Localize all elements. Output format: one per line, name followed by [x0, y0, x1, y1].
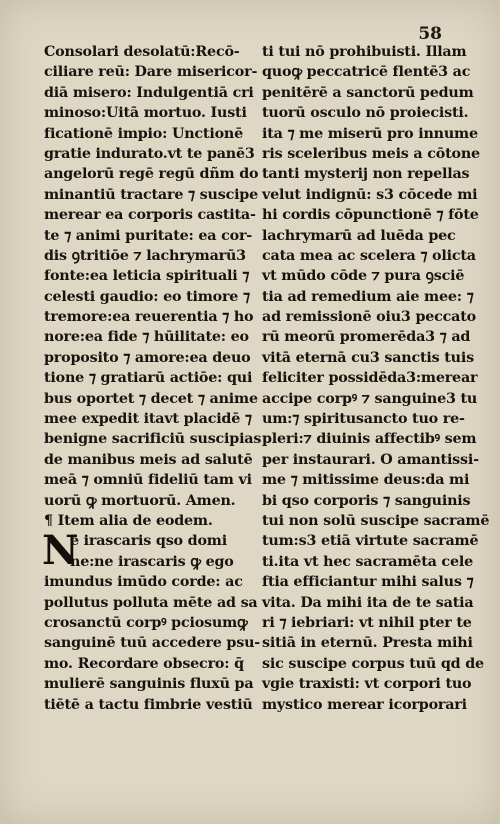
text-line: meā ⁊ omniū fideliū tam vi	[44, 472, 252, 489]
text-line: vita. Da mihi ita de te satia	[262, 594, 474, 611]
folio-number: 58	[418, 24, 442, 44]
text-line: minantiū tractare ⁊ suscipe	[44, 186, 259, 203]
text-line: ita ⁊ me miserū pro innume	[262, 125, 478, 142]
left-column-lines	[44, 42, 266, 531]
text-line: mystico merear icorporari	[262, 696, 467, 713]
text-line: celesti gaudio: eo timore ⁊	[44, 288, 250, 305]
text-line: tia ad remedium aie mee: ⁊	[262, 288, 474, 305]
text-line: sic suscipe corpus tuū qd de	[262, 655, 484, 672]
text-line: minoso:Uitā mortuo. Iusti	[44, 105, 247, 122]
text-line: merear ea corporis castita-	[44, 207, 256, 224]
text-line: nore:ea fide ⁊ hūilitate: eo	[44, 329, 249, 346]
text-line: angelorū regē regū dñm do	[44, 166, 259, 183]
text-line: quoꝙ peccatricē flentē3 ac	[262, 64, 471, 81]
text-line: bus oportet ⁊ decet ⁊ anime	[44, 390, 258, 407]
text-line: mulierē sanguinis fluxū pa	[44, 676, 254, 693]
text-line: per instaurari. O amantissi-	[262, 451, 479, 468]
text-line: rū meorū promerēda3 ⁊ ad	[262, 329, 471, 346]
text-line: ftia efficiantur mihi salus ⁊	[262, 574, 474, 591]
text-line: tanti mysterij non repellas	[262, 166, 470, 183]
text-line: ti tui nō prohibuisti. Illam	[262, 44, 467, 60]
text-line: penitērē a sanctorū pedum	[262, 84, 474, 101]
text-line: hi cordis cōpunctionē ⁊ fōte	[262, 207, 479, 224]
text-line: tuorū osculo nō proiecisti.	[262, 105, 469, 122]
text-line: fonte:ea leticia spirituali ⁊	[44, 268, 250, 285]
text-line: mee expedit itavt placidē ⁊	[44, 411, 252, 428]
text-line: bi qso corporis ⁊ sanguinis	[262, 492, 471, 509]
text-line: de manibus meis ad salutē	[44, 451, 253, 468]
text-line: feliciter possidēda3:merear	[262, 370, 478, 387]
text-line: proposito ⁊ amore:ea deuo	[44, 349, 251, 366]
right-column	[262, 42, 490, 715]
left-column-lines-after	[44, 572, 266, 715]
text-line: pollutus polluta mēte ad sa	[44, 594, 258, 611]
dropcap-text-1: ē irascaris qso domi	[70, 533, 227, 550]
text-line: pleri:⁊ diuinis affectibꝰ sem	[262, 431, 477, 448]
text-line: benigne sacrificiū suscipias	[44, 431, 262, 448]
text-line: mo. Recordare obsecro: q̄	[44, 655, 244, 672]
text-line: vt mūdo cōde ⁊ pura ꝯsciē	[262, 268, 465, 285]
text-line: te ⁊ animi puritate: ea cor-	[44, 227, 253, 244]
text-line: tremore:ea reuerentia ⁊ ho	[44, 309, 254, 326]
text-line: ficationē impio: Unctionē	[44, 125, 243, 142]
dropcap-text-2: ne:ne irascaris ꝙ ego	[70, 553, 234, 570]
right-column-lines	[262, 42, 490, 715]
text-line: ri ⁊ iebriari: vt nihil pter te	[262, 614, 472, 631]
text-line: dis ꝯtritiōe ⁊ lachrymarū3	[44, 247, 246, 264]
text-line: ¶ Item alia de eodem.	[44, 512, 213, 529]
text-line: tui non solū suscipe sacramē	[262, 512, 490, 529]
text-line: diā misero: Indulgentiā cri	[44, 84, 254, 101]
text-line: me ⁊ mitissime deus:da mi	[262, 472, 470, 489]
text-line: tum:s3 etiā virtute sacramē	[262, 533, 479, 550]
text-line: gratie indurato.vt te panē3	[44, 145, 255, 162]
text-line: imundus imūdo corde: ac	[44, 574, 243, 591]
text-line: tiētē a tactu fimbrie vestiū	[44, 696, 253, 713]
text-line: crosanctū corpꝰ pciosumꝙ	[44, 614, 248, 631]
text-line: cata mea ac scelera ⁊ olicta	[262, 247, 476, 264]
text-line: lachrymarū ad luēda pec	[262, 227, 456, 244]
text-line: ciliare reū: Dare misericor-	[44, 64, 258, 81]
text-line: vitā eternā cu3 sanctis tuis	[262, 349, 474, 366]
text-line: accipe corpꝰ ⁊ sanguine3 tu	[262, 390, 478, 407]
text-line: tione ⁊ gratiarū actiōe: qui	[44, 370, 253, 387]
text-line: Consolari desolatū:Recō-	[44, 44, 240, 60]
text-line: ris sceleribus meis a cōtone	[262, 145, 480, 162]
left-column	[44, 42, 266, 715]
text-line: sitiā in eternū. Presta mihi	[262, 635, 473, 652]
text-line: ti.ita vt hec sacramēta cele	[262, 553, 473, 570]
text-line: um:⁊ spiritusancto tuo re-	[262, 411, 465, 428]
text-line: vgie traxisti: vt corpori tuo	[262, 676, 472, 693]
text-line: velut indignū: s3 cōcede mi	[262, 186, 478, 203]
text-line: uorū ꝙ mortuorū. Amen.	[44, 492, 236, 509]
drop-capital: N	[42, 527, 79, 575]
text-line: sanguinē tuū accedere psu-	[44, 635, 261, 652]
text-line: ad remissionē oiu3 peccato	[262, 309, 476, 326]
